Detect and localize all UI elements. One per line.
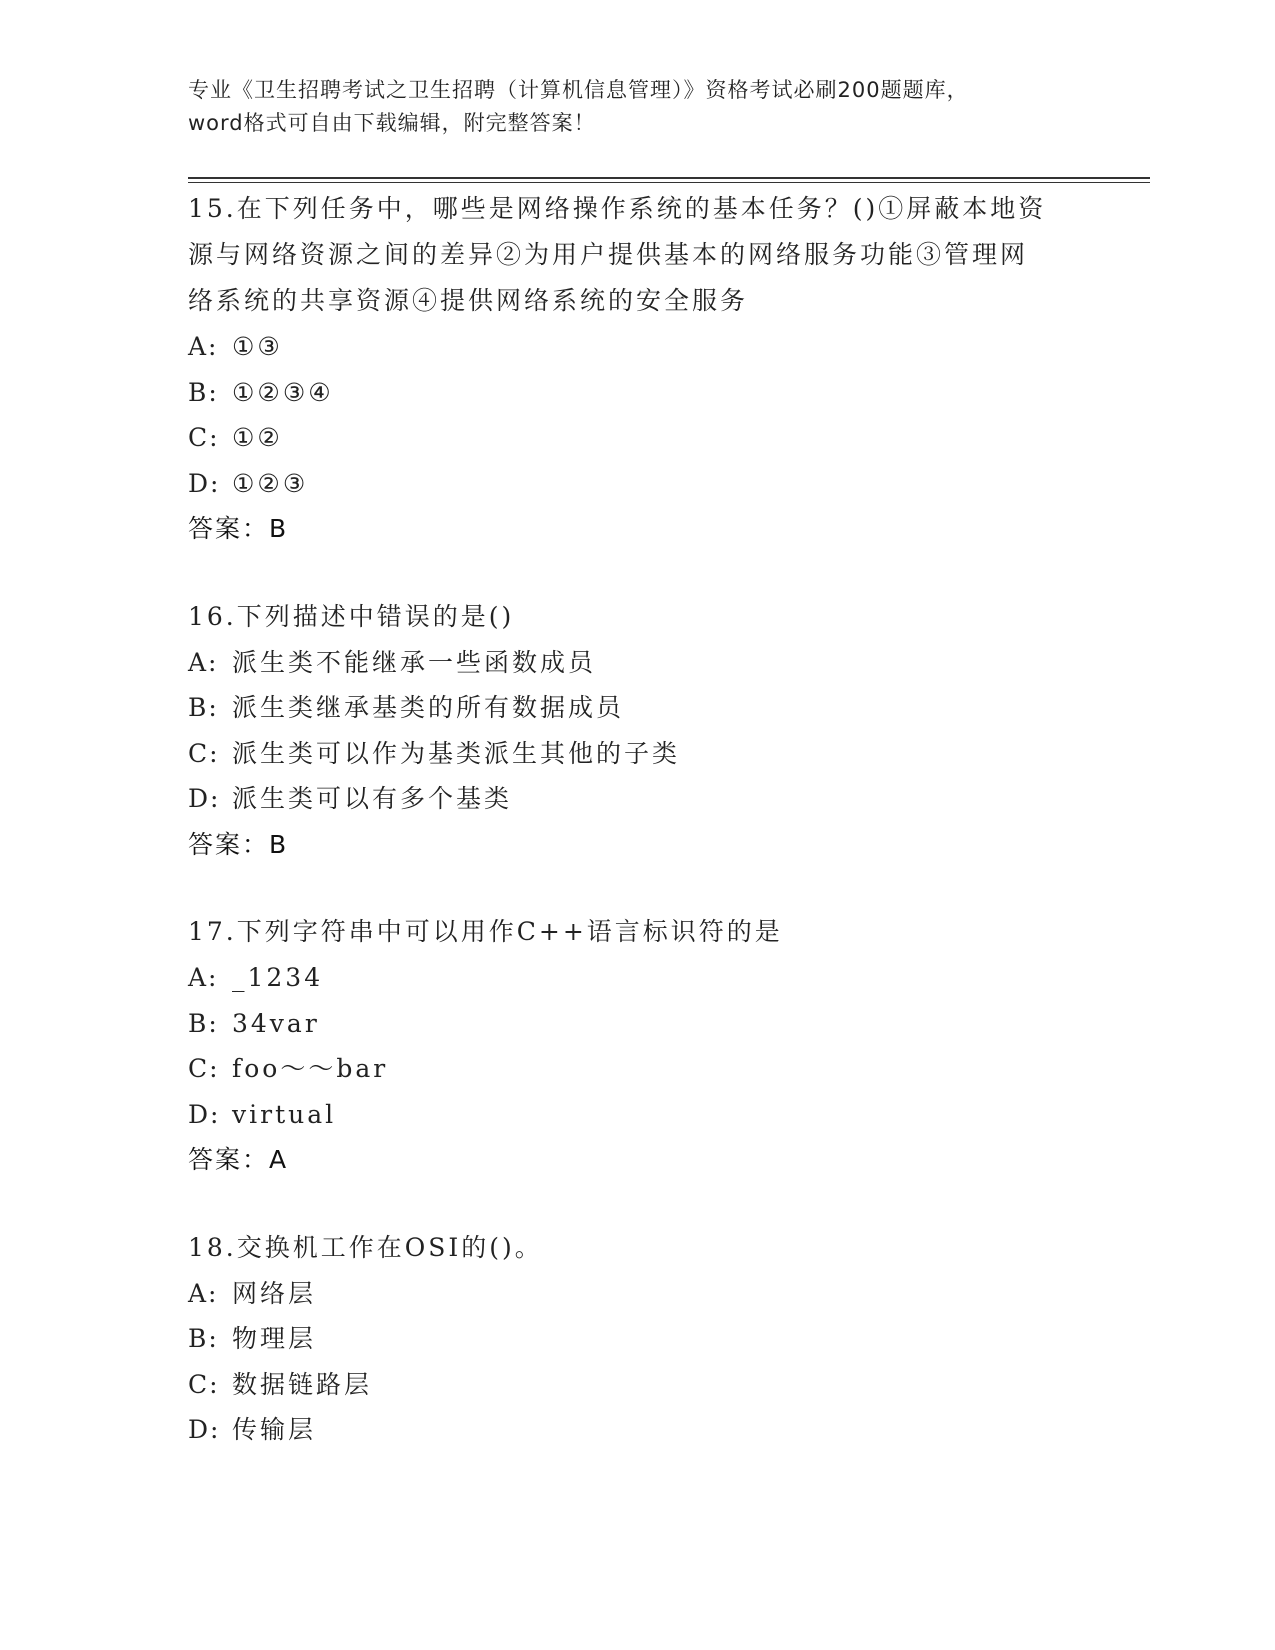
option-text: 物理层 bbox=[232, 1324, 317, 1353]
option-text: 数据链路层 bbox=[232, 1369, 373, 1399]
header-line-2: word格式可自由下载编辑，附完整答案！ bbox=[188, 111, 596, 135]
question-16 bbox=[188, 594, 1088, 868]
option-text: 传输层 bbox=[232, 1415, 317, 1444]
answer-line: 答案：B bbox=[188, 829, 289, 859]
option-b bbox=[188, 1001, 1088, 1047]
option-a bbox=[188, 640, 1088, 686]
option-text: 34var bbox=[232, 1008, 320, 1038]
option-text: 派生类可以有多个基类 bbox=[232, 784, 513, 813]
question-list bbox=[188, 186, 1088, 1453]
option-key: A: bbox=[188, 1278, 219, 1308]
option-key: B: bbox=[188, 1008, 219, 1038]
option-text: 派生类可以作为基类派生其他的子类 bbox=[232, 738, 681, 768]
option-text: 派生类继承基类的所有数据成员 bbox=[232, 693, 625, 722]
option-text: ①②③④ bbox=[232, 377, 334, 407]
option-text: 派生类不能继承一些函数成员 bbox=[232, 647, 597, 677]
option-key: A: bbox=[188, 332, 219, 361]
option-text: _1234 bbox=[232, 963, 324, 992]
option-text: foo～～bar bbox=[232, 1054, 389, 1083]
option-d bbox=[188, 461, 1088, 507]
option-text: virtual bbox=[232, 1099, 337, 1129]
option-b bbox=[188, 685, 1088, 731]
option-b bbox=[188, 1316, 1088, 1362]
question-15 bbox=[188, 186, 1088, 552]
question-stem-line: 络系统的共享资源④提供网络系统的安全服务 bbox=[188, 286, 749, 315]
answer-line: 答案：B bbox=[188, 514, 289, 543]
option-key: D: bbox=[188, 784, 221, 813]
option-c bbox=[188, 415, 1088, 461]
option-a bbox=[188, 955, 1088, 1001]
header-divider-top bbox=[188, 177, 1150, 179]
option-d bbox=[188, 1407, 1088, 1453]
answer-line: 答案：A bbox=[188, 1145, 289, 1174]
option-c bbox=[188, 731, 1088, 777]
option-d bbox=[188, 776, 1088, 822]
option-key: C: bbox=[188, 1054, 220, 1083]
option-c bbox=[188, 1362, 1088, 1408]
question-stem-line: 17.下列字符串中可以用作C++语言标识符的是 bbox=[188, 917, 783, 946]
option-c bbox=[188, 1046, 1088, 1092]
question-stem-line: 18.交换机工作在OSI的()。 bbox=[188, 1232, 543, 1262]
option-key: D: bbox=[188, 1415, 221, 1444]
option-key: B: bbox=[188, 693, 219, 722]
question-17 bbox=[188, 909, 1088, 1183]
option-text: ①③ bbox=[232, 332, 283, 361]
question-stem-line: 16.下列描述中错误的是() bbox=[188, 601, 515, 631]
option-key: C: bbox=[188, 423, 220, 452]
option-b bbox=[188, 370, 1088, 416]
option-key: B: bbox=[188, 1324, 219, 1353]
option-text: 网络层 bbox=[232, 1278, 317, 1308]
option-key: C: bbox=[188, 1369, 220, 1399]
option-text: ①② bbox=[232, 423, 283, 452]
option-key: B: bbox=[188, 377, 219, 407]
option-a bbox=[188, 1271, 1088, 1317]
option-text: ①②③ bbox=[232, 468, 309, 498]
option-key: D: bbox=[188, 1099, 221, 1129]
question-stem-line: 15.在下列任务中，哪些是网络操作系统的基本任务？()①屏蔽本地资 bbox=[188, 194, 1047, 223]
option-a bbox=[188, 324, 1088, 370]
header-divider-bottom bbox=[188, 182, 1150, 183]
question-18 bbox=[188, 1225, 1088, 1453]
option-key: A: bbox=[188, 647, 219, 677]
question-stem-line: 源与网络资源之间的差异②为用户提供基本的网络服务功能③管理网 bbox=[188, 240, 1029, 269]
option-key: D: bbox=[188, 468, 221, 498]
document-header bbox=[188, 74, 1088, 140]
option-d bbox=[188, 1092, 1088, 1138]
option-key: A: bbox=[188, 963, 219, 992]
option-key: C: bbox=[188, 738, 220, 768]
header-line-1: 专业《卫生招聘考试之卫生招聘（计算机信息管理）》资格考试必刷200题题库， bbox=[188, 78, 969, 102]
